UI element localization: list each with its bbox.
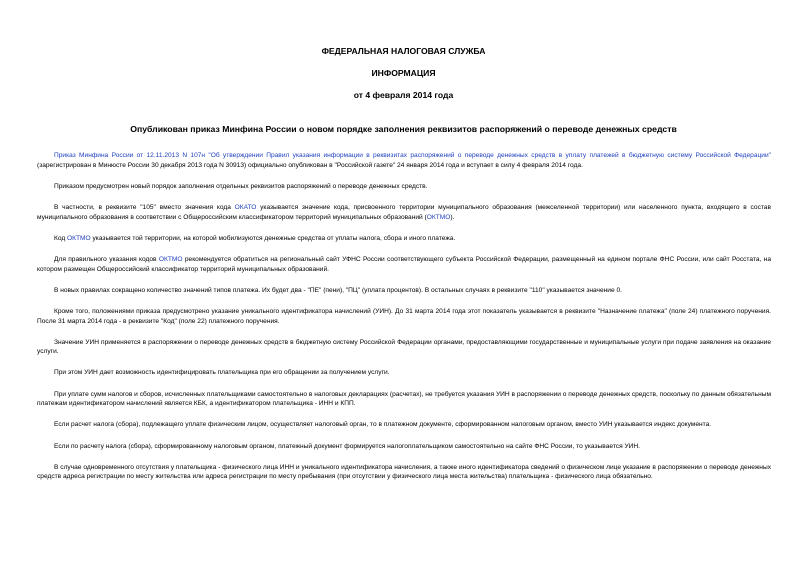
paragraph-10: При уплате сумм налогов и сборов, исчисленных плательщиками самостоятельно в налоговых декларациях (расчетах), не требуется указания УИН в распоряжении о переводе денежных средств, поскольку по данным обязательным платежам идентификатором начислений является КБК, а идентификатором плательщика - ИНН и КПП. <box>37 390 772 408</box>
paragraph-13: В случае одновременного отсутствия у плательщика - физического лица ИНН и уникального идентификатора начисления, а также иного идентификатора сведений о физическом лице указание в распоряжении о переводе денежных средств адреса регистрации по месту жительства или адреса регистрации по месту пребывания (при отсутствии у физического лица места жительства) плательщика - физического лица обязательно. <box>37 463 771 481</box>
paragraph-5-text-a: Для правильного указания кодов <box>54 255 159 263</box>
paragraph-6: В новых правилах сокращено количество значений типов платежа. Их будет два - "ПЕ" (пени), "ПЦ" (уплата процентов). В остальных случаях в реквизите "110" указывается значение 0. <box>54 286 622 294</box>
okato-link[interactable]: ОКАТО <box>234 203 257 211</box>
paragraph-3 <box>37 203 771 222</box>
paragraph-3-text-a: В частности, в реквизите "105" вместо значения кода <box>54 203 235 211</box>
paragraph-1-text: (зарегистрирован в Минюсте России 30 декабря 2013 года N 30913) официально опубликован в "Российской газете" 24 января 2014 года и вступает в силу 4 февраля 2014 года. <box>37 161 583 169</box>
oktmo-link[interactable]: ОКТМО <box>426 213 451 221</box>
document-body <box>37 151 771 494</box>
paragraph-5 <box>37 255 771 274</box>
paragraph-4 <box>37 234 771 244</box>
paragraph-3-text-b: указывается значение кода, присвоенного территории муниципального образования (межселенной территории) или населенного пункта, входящего в состав муниципального образования в соответствии с Общероссийским классификатором территорий муниципальных образований ( <box>37 203 771 221</box>
oktmo-link[interactable]: ОКТМО <box>67 234 91 242</box>
paragraph-7: Кроме того, положениями приказа предусмотрено указание уникального идентификатора начислений (УИН). До 31 марта 2014 года этот показатель указывается в реквизите "Назначение платежа" (поле 24) платежного поручения. После 31 марта 2014 года - в реквизите "Код" (поле 22) платежного поручения. <box>37 307 771 325</box>
order-link[interactable]: Приказ Минфина России от 12.11.2013 N 107н "Об утверждении Правил указания информации в реквизитах распоряжений о переводе денежных средств в уплату платежей в бюджетную систему Российской Федерации" <box>54 152 771 159</box>
oktmo-link[interactable]: ОКТМО <box>158 255 183 263</box>
paragraph-4-text-a: Код <box>54 234 68 242</box>
doc-type-heading: ИНФОРМАЦИЯ <box>371 68 436 78</box>
paragraph-11: Если расчет налога (сбора), подлежащего уплате физическим лицом, осуществляет налоговый орган, то в платежном документе, сформированном налоговым органом, вместо УИН указывается индекс документа. <box>54 421 712 429</box>
paragraph-8: Значение УИН применяется в распоряжении о переводе денежных средств в бюджетную систему Российской Федерации органами, предоставляющими государственные и муниципальные услуги при подаче заявления на оказание услуги. <box>37 338 771 356</box>
paragraph-1 <box>37 151 771 170</box>
paragraph-9: При этом УИН дает возможность идентифицировать плательщика при его обращении за получением услуги. <box>54 369 390 377</box>
paragraph-3-text-c: ). <box>450 213 455 221</box>
doc-date-heading: от 4 февраля 2014 года <box>353 90 454 100</box>
document-title: Опубликован приказ Минфина России о новом порядке заполнения реквизитов распоряжений о переводе денежных средств <box>130 124 677 134</box>
paragraph-12: Если по расчету налога (сбора), сформированному налоговым органом, платежный документ формируется налогоплательщиком самостоятельно на сайте ФНС России, то указывается УИН. <box>54 442 640 450</box>
paragraph-4-text-b: указывается той территории, на которой мобилизуются денежные средства от уплаты налога, сбора и иного платежа. <box>90 234 456 242</box>
paragraph-5-text-b: рекомендуется обратиться на региональный сайт УФНС России соответствующего субъекта Российской Федерации, размещенный на едином портале ФНС России, или сайт Росстата, на котором размещен Общероссийский классификатор территорий муниципальных образований. <box>37 255 771 273</box>
agency-heading: ФЕДЕРАЛЬНАЯ НАЛОГОВАЯ СЛУЖБА <box>321 46 486 56</box>
paragraph-2: Приказом предусмотрен новый порядок заполнения отдельных реквизитов распоряжений о переводе денежных средств. <box>54 182 428 190</box>
